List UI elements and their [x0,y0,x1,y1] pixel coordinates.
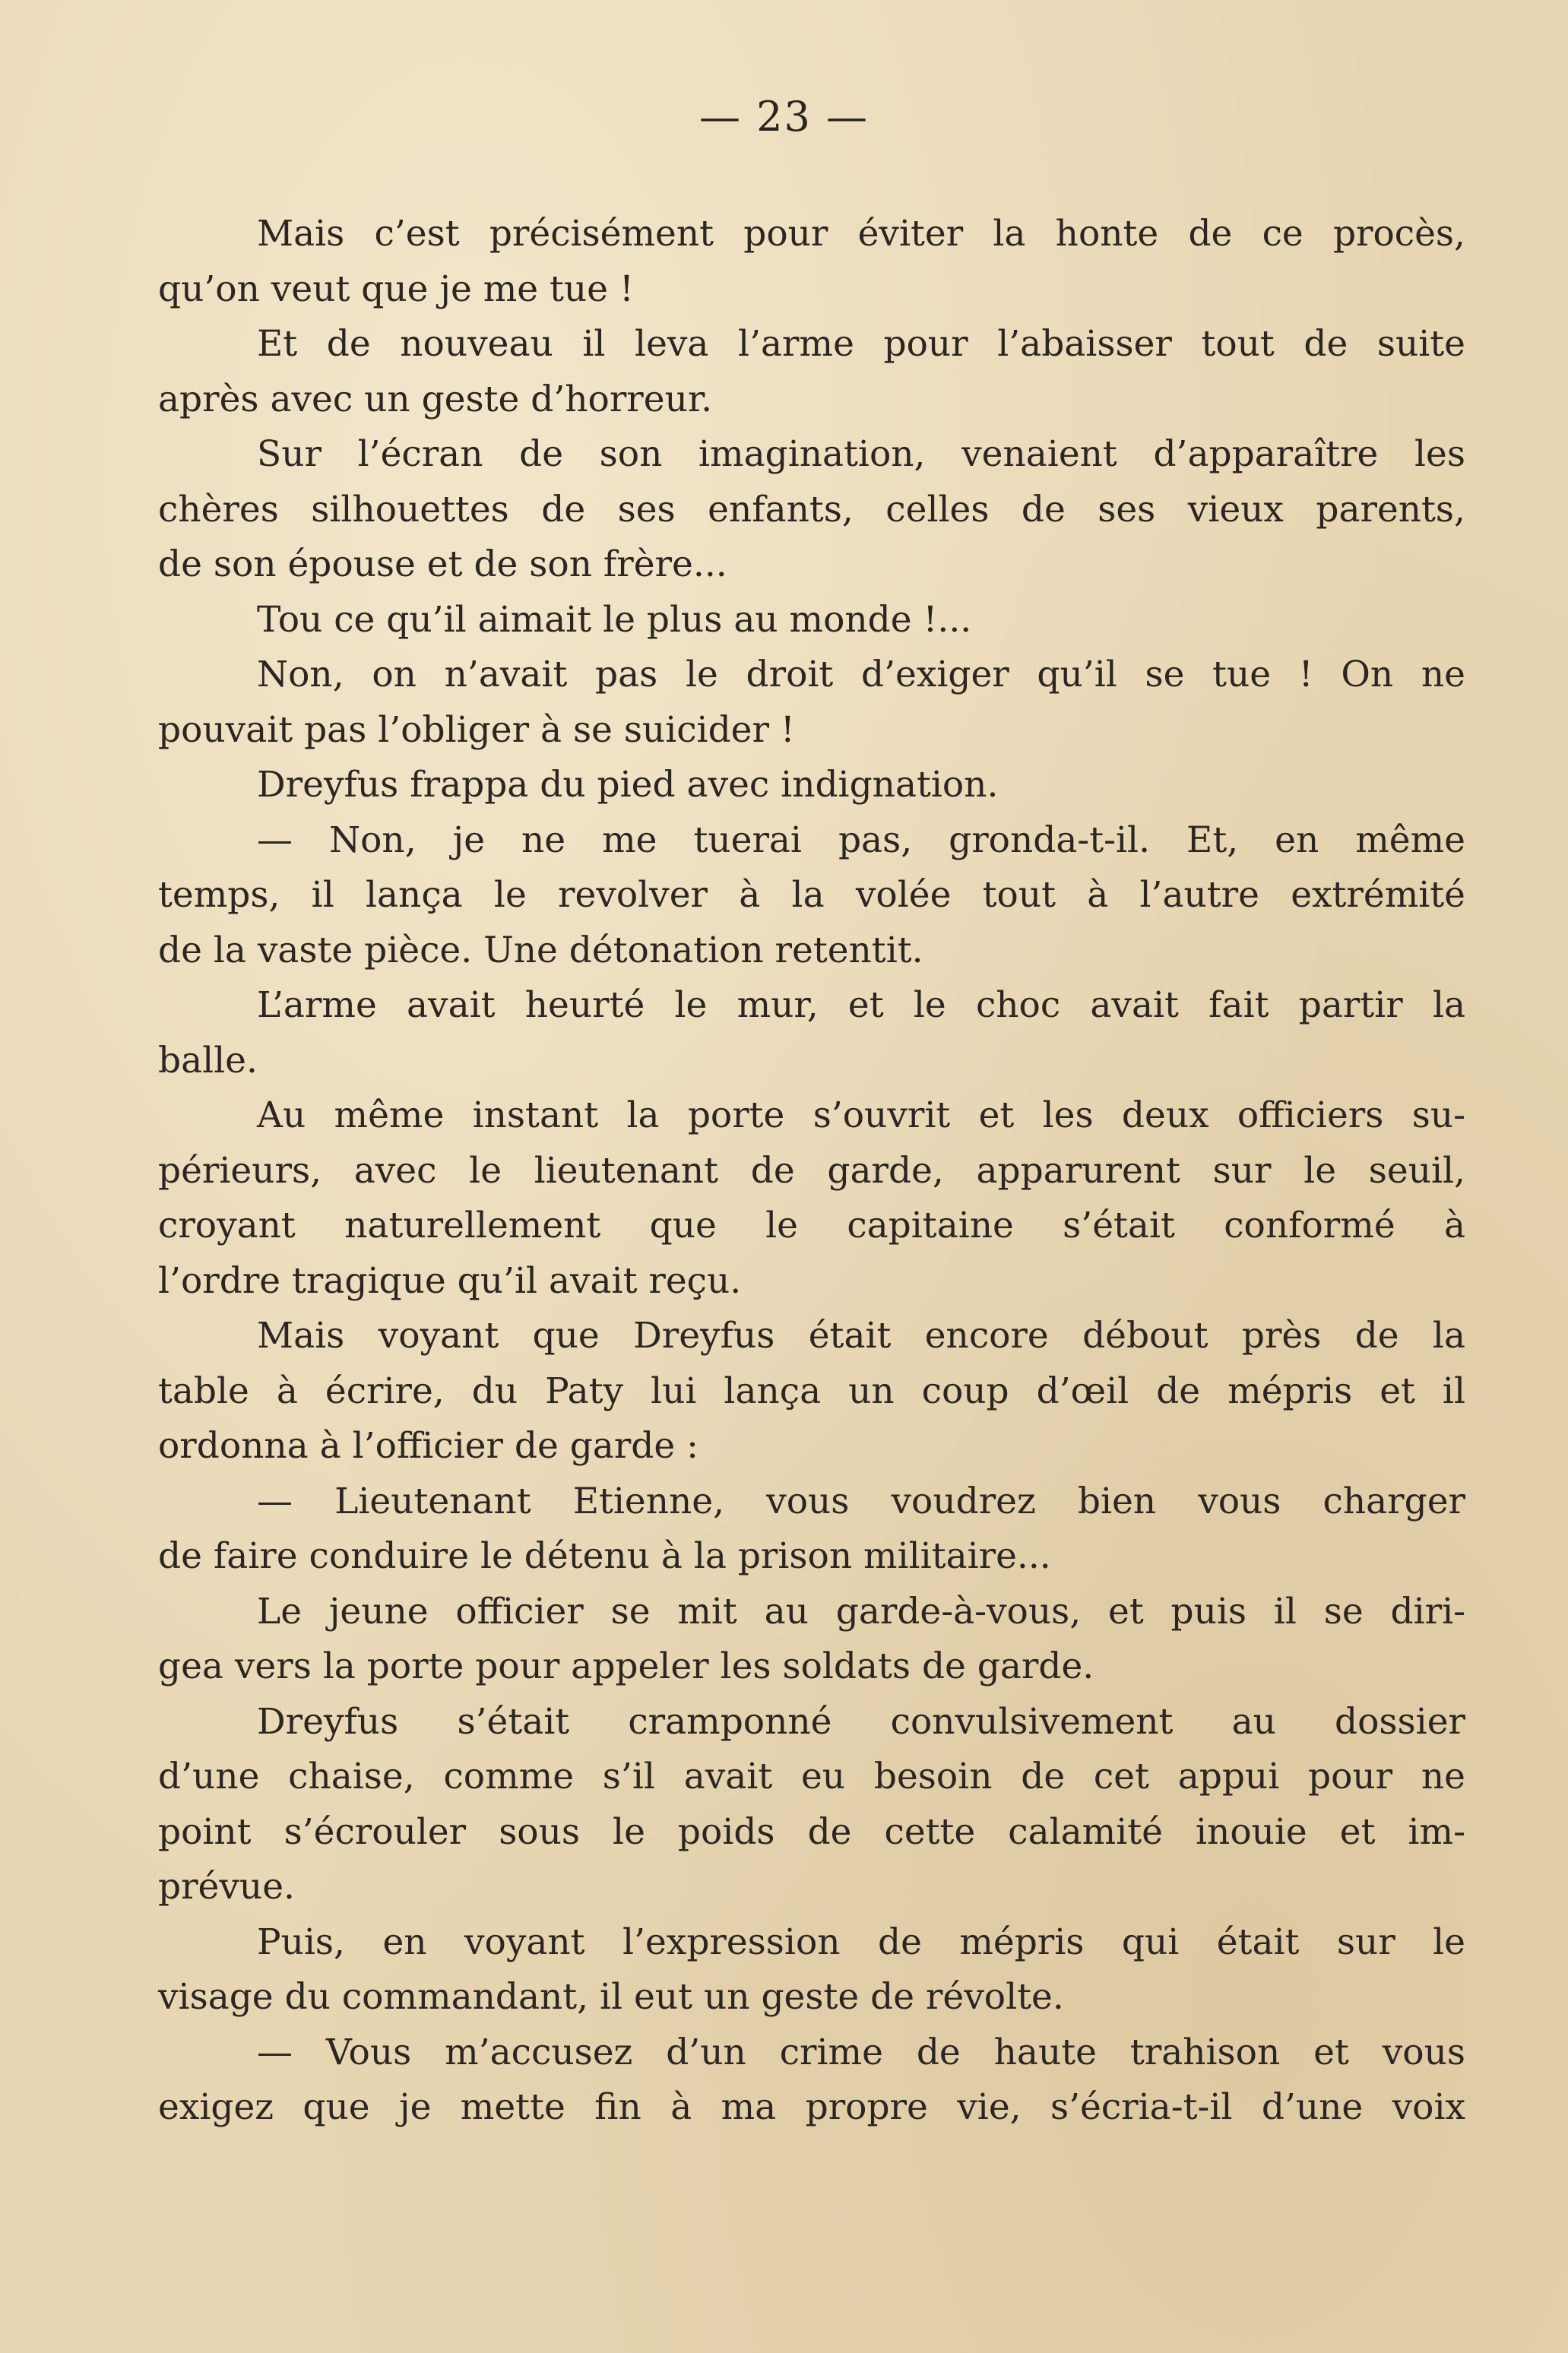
text-line: pouvait pas l’obliger à se suicider ! [158,708,795,751]
text-line: chères silhouettes de ses enfants, celles de ses vieux parents, [158,488,1465,530]
text-line: Dreyfus s’était cramponné convulsivement au dossier [257,1700,1465,1743]
text-line: Mais c’est précisément pour éviter la honte de ce procès, [257,213,1465,255]
text-line: prévue. [158,1866,295,1908]
text-line: de son épouse et de son frère... [158,543,727,585]
text-line: Non, on n’avait pas le droit d’exiger qu’il se tue ! On ne [257,654,1465,695]
page-number: — 23 — [698,93,870,141]
text-line: Sur l’écran de son imagination, venaient d’apparaître les [257,433,1465,475]
text-line: balle. [158,1039,258,1081]
text-line: Dreyfus frappa du pied avec indignation. [257,764,999,806]
body-text [158,207,1465,2136]
text-line: — Vous m’accusez d’un crime de haute trahison et vous [257,2031,1465,2073]
text-line: point s’écrouler sous le poids de cette calamité inouie et im- [158,1810,1465,1853]
text-line: gea vers la porte pour appeler les soldats de garde. [158,1645,1094,1687]
text-line: après avec un geste d’horreur. [158,378,713,420]
text-line: Au même instant la porte s’ouvrit et les deux officiers su- [257,1094,1465,1136]
text-line: visage du commandant, il eut un geste de révolte. [158,1976,1064,2018]
text-line: exigez que je mette fin à ma propre vie, s’écria-t-il d’une voix [158,2086,1465,2128]
text-line: temps, il lança le revolver à la volée tout à l’autre extrémité [158,874,1465,916]
text-line: Mais voyant que Dreyfus était encore débout près de la [257,1315,1465,1357]
text-line: ordonna à l’officier de garde : [158,1425,698,1467]
text-line: — Non, je ne me tuerai pas, gronda-t-il. Et, en même [257,819,1465,861]
text-line: croyant naturellement que le capitaine s’était conformé à [158,1205,1465,1246]
text-line: périeurs, avec le lieutenant de garde, apparurent sur le seuil, [158,1149,1465,1192]
text-line: d’une chaise, comme s’il avait eu besoin de cet appui pour ne [158,1756,1465,1797]
text-line: table à écrire, du Paty lui lança un coup d’œil de mépris et il [158,1370,1465,1412]
text-line: de la vaste pièce. Une détonation retentit. [158,929,923,971]
text-line: de faire conduire le détenu à la prison militaire... [158,1535,1051,1577]
text-line: qu’on veut que je me tue ! [158,268,634,310]
text-line: Puis, en voyant l’expression de mépris qui était sur le [257,1921,1465,1963]
text-line: — Lieutenant Etienne, vous voudrez bien vous charger [257,1480,1465,1522]
text-line: L’arme avait heurté le mur, et le choc avait fait partir la [257,984,1465,1026]
text-line: Et de nouveau il leva l’arme pour l’abaisser tout de suite [257,323,1465,365]
text-line: Tou ce qu’il aimait le plus au monde !... [257,598,972,641]
text-line: l’ordre tragique qu’il avait reçu. [158,1259,742,1302]
text-line: Le jeune officier se mit au garde-à-vous, et puis il se diri- [257,1590,1465,1633]
